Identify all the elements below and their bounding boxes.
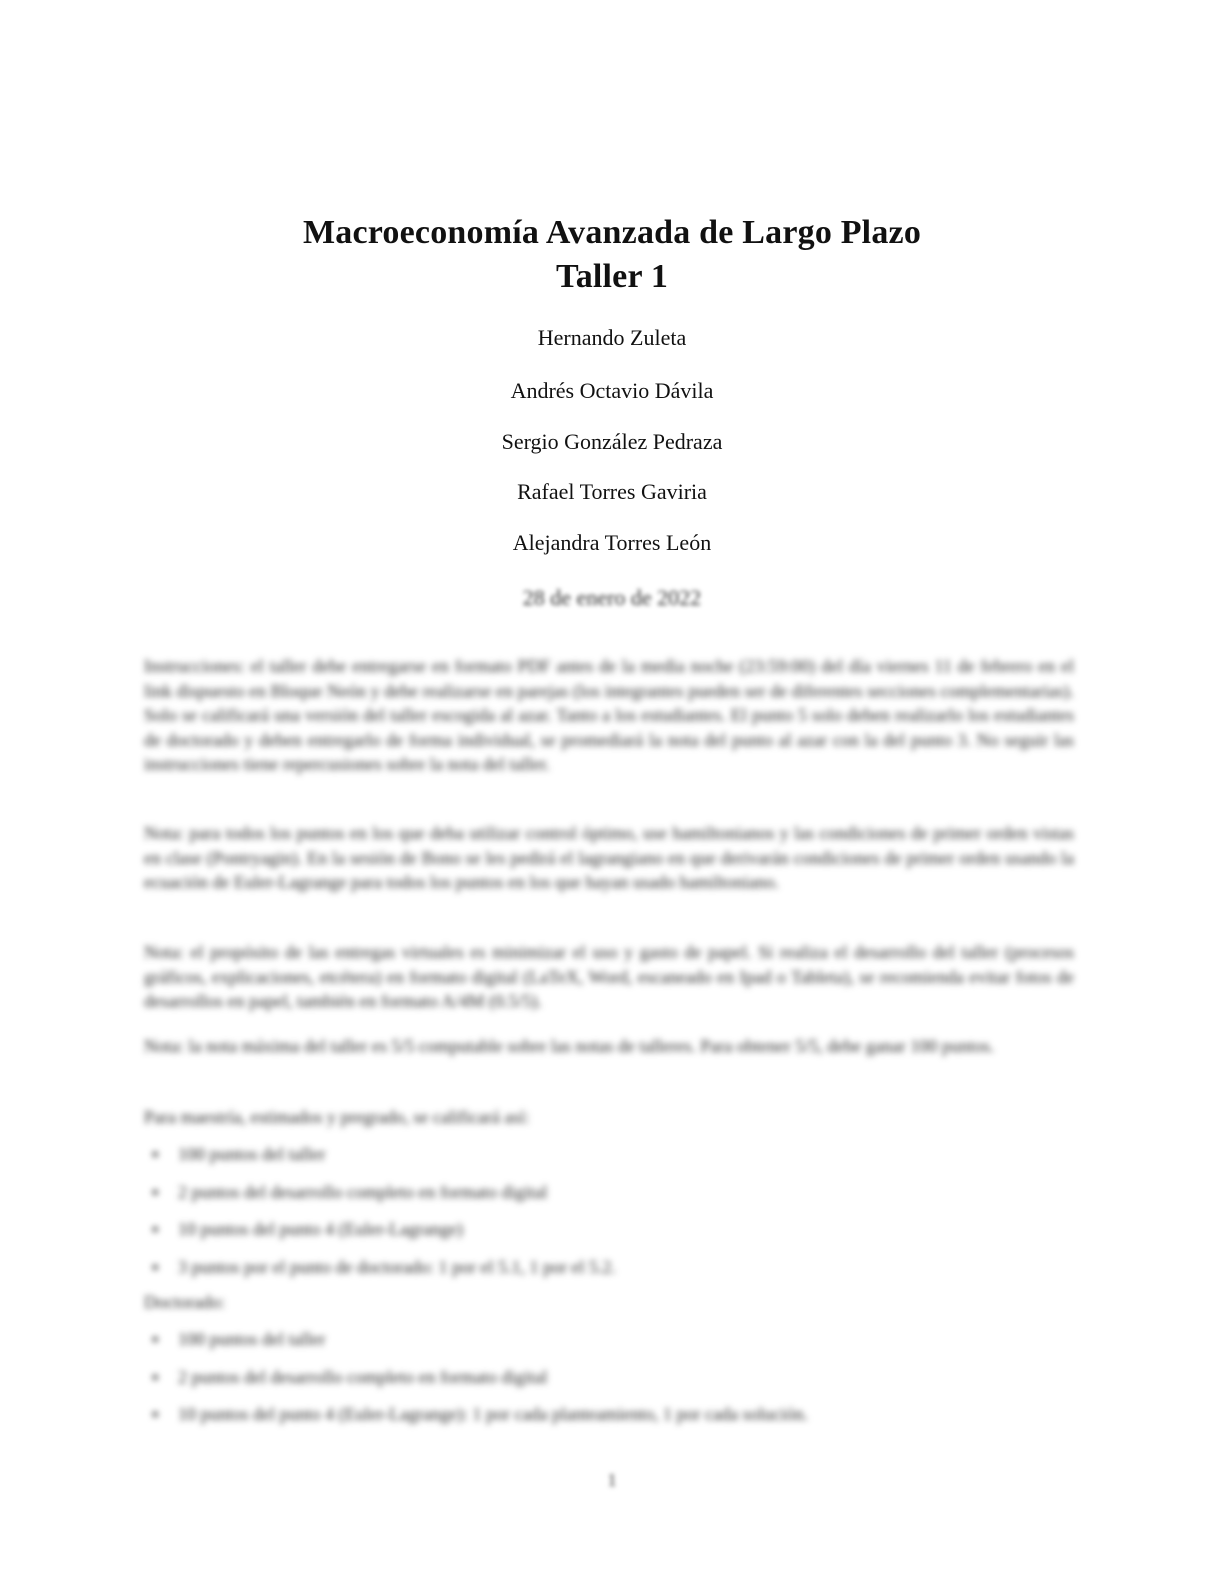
master-grading-intro: Para maestría, estimados y pregrado, se calificará así: [144, 1107, 530, 1127]
note-paragraph: Nota: la nota máxima del taller es 5/5 computable sobre las notas de talleres. Para obtener 5/5, debe ganar 100 puntos. [144, 1036, 995, 1056]
list-item: ▪ 100 puntos del taller [144, 1327, 1074, 1365]
list-item: ▪ 2 puntos del desarrollo completo en formato digital [144, 1365, 1074, 1403]
author-name: Sergio González Pedraza [501, 429, 723, 454]
document-subtitle: Taller 1 [555, 258, 669, 295]
author-name: Alejandra Torres León [512, 530, 712, 555]
master-grading-list [144, 1105, 1074, 1292]
author-name: Hernando Zuleta [537, 325, 687, 350]
document-title: Macroeconomía Avanzada de Largo Plazo [302, 214, 922, 251]
author-name: Rafael Torres Gaviria [517, 479, 707, 504]
document-date: 28 de enero de 2022 [522, 585, 702, 610]
list-item: ▪ 10 puntos del punto 4 (Euler-Lagrange): 1 por cada planteamiento, 1 por cada solución. [144, 1402, 1074, 1440]
list-item: ▪ 2 puntos del desarrollo completo en formato digital [144, 1180, 1074, 1218]
list-item: ▪ 3 puntos por el punto de doctorado: 1 por el 5.1, 1 por el 5.2. [144, 1255, 1074, 1293]
list-item: ▪ 100 puntos del taller [144, 1142, 1074, 1180]
note-paragraph: Nota: el propósito de las entregas virtuales es minimizar el uso y gasto de papel. Si realiza el desarrollo del taller (procesos gráficos, explicaciones, etcétera) en formato digital (LaTeX, Word, escaneado en Ipad o Tableta), se recomienda evitar fotos de desarrollos en papel, también en formato A/4M (0.5/5). [144, 942, 1074, 1011]
instructions-paragraph: Instrucciones: el taller debe entregarse en formato PDF antes de la media noche (23:59:00) del día viernes 11 de febrero en el link dispuesto en Bloque Neón y debe realizarse en parejas (los integrantes pueden ser de diferentes secciones complementarias). Solo se calificará una versión del taller escogida al azar. Tanto a los estudiantes. El punto 5 solo deben realizarlo los estudiantes de doctorado y deben entregarlo de forma individual, se promediará la nota del punto al azar con la del punto 3. No seguir las instrucciones tiene repercusiones sobre la nota del taller. [144, 656, 1074, 774]
note-paragraph: Nota: para todos los puntos en los que deba utilizar control óptimo, use hamiltonianos y las condiciones de primer orden vistas en clase (Pontryagin). En la sesión de Bono se les pedirá el lagrangiano en que derivarán condiciones de primer orden usando la ecuación de Euler-Lagrange para todos los puntos en los que hayan usado hamiltoniano. [144, 823, 1074, 892]
author-name: Andrés Octavio Dávila [510, 378, 714, 403]
doctorate-grading-list [144, 1290, 1074, 1440]
list-item: ▪ 10 puntos del punto 4 (Euler-Lagrange) [144, 1217, 1074, 1255]
page-number: 1 [607, 1470, 617, 1490]
doctorate-label: Doctorado: [144, 1292, 225, 1312]
